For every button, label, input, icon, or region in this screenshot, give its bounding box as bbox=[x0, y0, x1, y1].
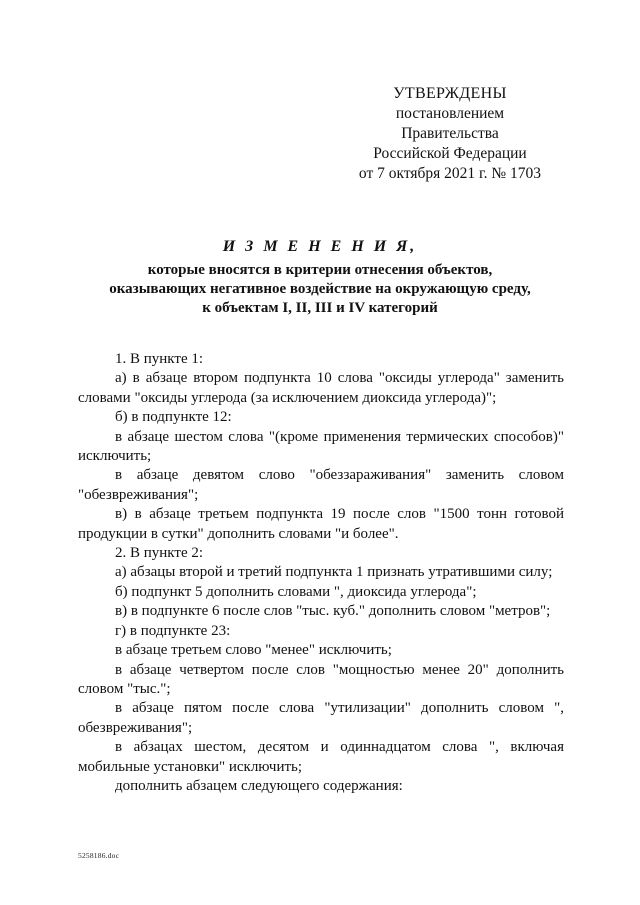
paragraph: г) в подпункте 23: bbox=[115, 622, 231, 639]
approval-line-3: от 7 октября 2021 г. № 1703 bbox=[358, 165, 542, 182]
paragraph: в абзаце шестом слова "(кроме применения термических способов)" исключить; bbox=[78, 428, 564, 465]
paragraph: б) в подпункте 12: bbox=[115, 409, 232, 426]
paragraph: б) подпункт 5 дополнить словами ", диоксида углерода"; bbox=[115, 583, 477, 600]
document-body bbox=[78, 350, 564, 796]
document-title bbox=[80, 236, 560, 318]
title-subtitle bbox=[80, 261, 560, 318]
paragraph: а) в абзаце втором подпункта 10 слова "оксиды углерода" заменить словами "оксиды углерода (за исключением диоксида углерода)"; bbox=[78, 370, 564, 406]
paragraph: в абзаце пятом после слова "утилизации" дополнить словом ", обезвреживания"; bbox=[78, 700, 564, 736]
approval-stamp bbox=[350, 84, 550, 184]
paragraph: в абзацах шестом, десятом и одиннадцатом слова ", включая мобильные установки" исключить; bbox=[78, 739, 564, 775]
approval-line-2: Российской Федерации bbox=[373, 145, 527, 162]
title-sub-line-3: к объектам I, II, III и IV категорий bbox=[202, 300, 438, 316]
paragraph: в абзаце третьем слово "менее" исключить; bbox=[115, 642, 392, 659]
paragraph: 2. В пункте 2: bbox=[115, 545, 204, 562]
paragraph: в абзаце девятом слово "обеззараживания" заменить словом "обезвреживания"; bbox=[78, 467, 564, 503]
paragraph: 1. В пункте 1: bbox=[115, 351, 204, 367]
title-sub-line-1: которые вносятся в критерии отнесения объектов, bbox=[147, 262, 493, 278]
title-main: И З М Е Н Е Н И Я, bbox=[222, 238, 418, 255]
approval-heading: УТВЕРЖДЕНЫ bbox=[393, 85, 507, 102]
approval-line-1: постановлением Правительства bbox=[395, 105, 505, 142]
paragraph: в абзаце четвертом после слов "мощностью менее 20" дополнить словом "тыс."; bbox=[78, 661, 564, 697]
paragraph: в) в абзаце третьем подпункта 19 после слов "1500 тонн готовой продукции в сутки" дополнить словами "и более". bbox=[78, 506, 564, 542]
paragraph: а) абзацы второй и третий подпункта 1 признать утратившими силу; bbox=[115, 564, 553, 581]
title-sub-line-2: оказывающих негативное воздействие на окружающую среду, bbox=[109, 281, 531, 297]
paragraph: в) в подпункте 6 после слов "тыс. куб." дополнить словом "метров"; bbox=[115, 603, 551, 620]
paragraph: дополнить абзацем следующего содержания: bbox=[115, 777, 403, 794]
document-file-id: 5258186.doc bbox=[78, 851, 120, 860]
